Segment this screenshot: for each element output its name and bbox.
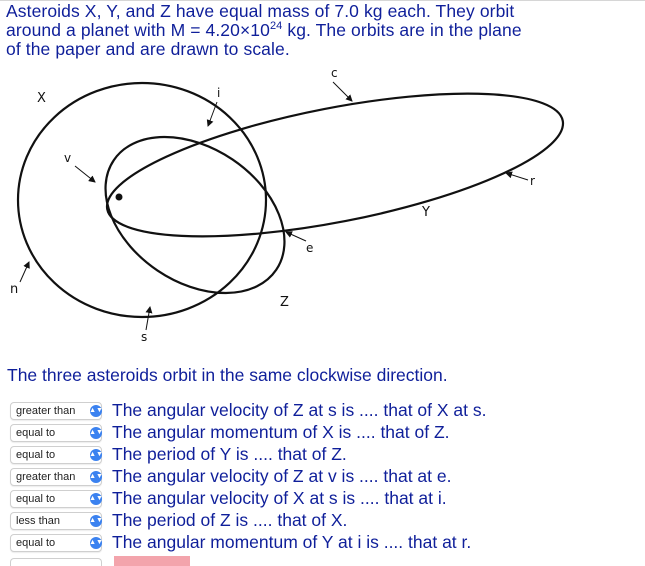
answer-select-7-value: equal to <box>16 536 56 549</box>
answer-select-2[interactable] <box>10 424 102 442</box>
select-arrows-icon: ▲▼ <box>90 405 102 417</box>
orbit-x <box>18 83 266 317</box>
answer-select-2-value: equal to <box>16 426 56 439</box>
select-arrows-icon: ▲▼ <box>90 449 102 461</box>
select-arrows-icon: ▲▼ <box>90 427 102 439</box>
answer-select-3[interactable] <box>10 446 102 464</box>
orbit-diagram <box>0 60 645 350</box>
answer-select-5[interactable] <box>10 490 102 508</box>
label-x: X <box>37 91 46 106</box>
question-row-5 <box>10 488 447 509</box>
intro-line-3: of the paper and are drawn to scale. <box>6 39 290 59</box>
mass-exponent: 24 <box>269 20 283 32</box>
pointer-i <box>208 102 217 126</box>
question-row-2 <box>10 422 450 443</box>
select-arrows-icon: ▲▼ <box>90 471 102 483</box>
question-text-2: The angular momentum of X is .... that of Z. <box>112 422 450 442</box>
intro-line-2-suffix: kg. The orbits are in the plane <box>282 20 522 40</box>
question-text-4: The angular velocity of Z at v is .... that at e. <box>112 466 452 486</box>
intro-line-1: Asteroids X, Y, and Z have equal mass of 7.0 kg each. They orbit <box>6 1 515 21</box>
question-text-7: The angular momentum of Y at i is .... that at r. <box>112 532 472 552</box>
select-arrows-icon: ▲▼ <box>90 515 102 527</box>
question-row-7 <box>10 532 471 553</box>
label-v: v <box>64 151 72 165</box>
pointer-e <box>286 232 306 241</box>
answer-select-3-value: equal to <box>16 448 56 461</box>
label-c: c <box>331 66 338 80</box>
select-arrows-icon: ▲▼ <box>90 493 102 505</box>
planet <box>116 194 123 201</box>
question-text-1: The angular velocity of Z at s is .... that of X at s. <box>112 400 487 420</box>
submit-button-partial[interactable] <box>114 556 190 566</box>
label-s: s <box>141 330 148 344</box>
label-r: r <box>530 174 535 188</box>
label-e: e <box>306 241 314 255</box>
pointer-c <box>333 82 352 101</box>
answer-select-4-value: greater than <box>16 470 76 483</box>
intro-line-2 <box>6 21 636 40</box>
pointer-n <box>20 262 29 282</box>
orbit-z <box>76 105 313 326</box>
question-text-6: The period of Z is .... that of X. <box>112 510 348 530</box>
answer-select-6-value: less than <box>16 514 61 527</box>
question-row-6 <box>10 510 347 531</box>
question-row-3 <box>10 444 347 465</box>
question-row-4 <box>10 466 451 487</box>
direction-statement: The three asteroids orbit in the same clockwise direction. <box>7 365 448 385</box>
pointer-r <box>506 173 528 180</box>
label-n: n <box>10 282 19 297</box>
intro-line-2-prefix: around a planet with M = 4.20×10 <box>6 20 270 40</box>
answer-select-5-value: equal to <box>16 492 56 505</box>
answer-select-4[interactable] <box>10 468 102 486</box>
problem-statement <box>6 2 636 59</box>
question-text-3: The period of Y is .... that of Z. <box>112 444 347 464</box>
question-text-5: The angular velocity of X at s is .... that at i. <box>112 488 447 508</box>
pointer-v <box>75 166 95 182</box>
label-y: Y <box>422 205 430 220</box>
orbit-y <box>96 65 573 265</box>
answer-select-1[interactable] <box>10 402 102 420</box>
answer-select-1-value: greater than <box>16 404 76 417</box>
label-i: i <box>217 86 221 100</box>
select-arrows-icon: ▲▼ <box>90 537 102 549</box>
answer-select-6[interactable] <box>10 512 102 530</box>
question-row-1 <box>10 400 486 421</box>
label-z: Z <box>280 295 289 310</box>
answer-select-7[interactable] <box>10 534 102 552</box>
pointer-s <box>146 307 150 330</box>
answer-select-partial[interactable] <box>10 558 102 566</box>
